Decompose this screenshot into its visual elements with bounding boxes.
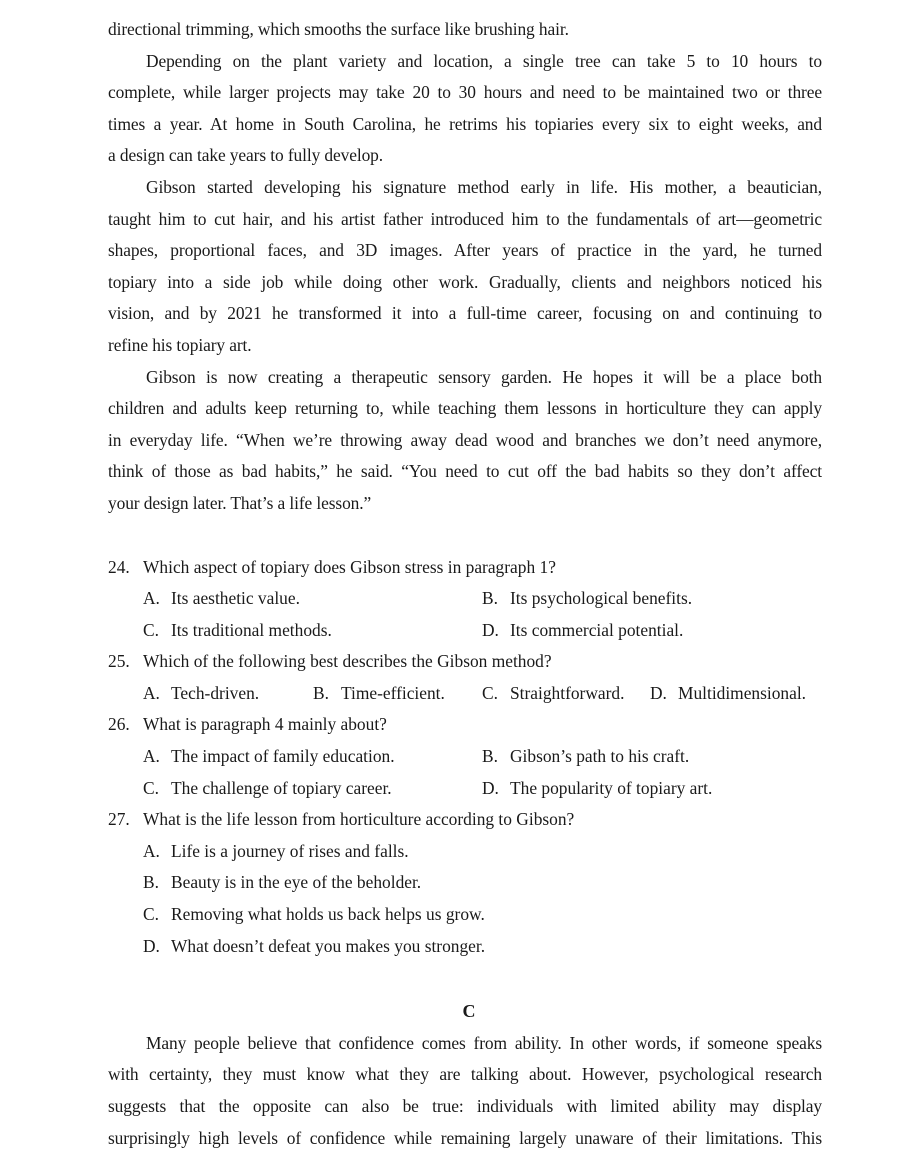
- option-letter: C.: [143, 777, 159, 798]
- question-stem: [108, 709, 822, 741]
- option-text: Multidimensional.: [678, 682, 807, 703]
- option-text: Tech-driven.: [171, 682, 260, 703]
- option-text: What doesn’t defeat you makes you stronger.: [171, 935, 486, 956]
- question-26: [108, 709, 822, 804]
- question-25: [108, 646, 822, 709]
- question-24: [108, 552, 822, 647]
- text-line: Many people believe that confidence comes from ability. In other words, if someone speaks: [146, 1032, 822, 1053]
- option-letter: B.: [482, 588, 498, 609]
- paragraph-3: [108, 46, 822, 172]
- option-b[interactable]: [143, 867, 421, 899]
- options-row: [108, 867, 822, 899]
- text-line: with certainty, they must know what they are talking about. However, psychological research: [108, 1064, 822, 1085]
- text-line: a design can take years to fully develop.: [108, 145, 384, 166]
- text-line: times a year. At home in South Carolina, he retrims his topiaries every six to eight weeks, and: [108, 113, 822, 134]
- option-a[interactable]: [143, 583, 482, 615]
- option-text: Life is a journey of rises and falls.: [171, 840, 409, 861]
- option-letter: D.: [143, 935, 160, 956]
- text-line: in everyday life. “When we’re throwing away dead wood and branches we don’t need anymore,: [108, 429, 822, 450]
- option-text: Its psychological benefits.: [510, 588, 693, 609]
- option-d[interactable]: [650, 678, 806, 710]
- options-row: [108, 583, 822, 615]
- options-row: [108, 931, 822, 963]
- option-letter: B.: [313, 682, 329, 703]
- question-number: 24.: [108, 556, 130, 577]
- question-27: [108, 804, 822, 962]
- question-number: 27.: [108, 809, 130, 830]
- options-row: [108, 741, 822, 773]
- option-letter: C.: [143, 904, 159, 925]
- option-text: Its traditional methods.: [171, 619, 332, 640]
- text-line: surprisingly high levels of confidence while remaining largely unaware of their limitations. This: [108, 1127, 822, 1148]
- option-c[interactable]: [482, 678, 650, 710]
- paragraph-1: [108, 1028, 822, 1154]
- question-number: 25.: [108, 651, 130, 672]
- option-letter: B.: [143, 872, 159, 893]
- question-text: Which of the following best describes the Gibson method?: [143, 651, 552, 672]
- text-line: complete, while larger projects may take 20 to 30 hours and need to be maintained two or three: [108, 82, 822, 103]
- option-text: The popularity of topiary art.: [510, 777, 713, 798]
- question-stem: [108, 804, 822, 836]
- option-text: The challenge of topiary career.: [171, 777, 392, 798]
- option-b[interactable]: [482, 741, 689, 773]
- text-line: Depending on the plant variety and location, a single tree can take 5 to 10 hours to: [146, 50, 822, 71]
- option-letter: A.: [143, 840, 160, 861]
- option-letter: A.: [143, 682, 160, 703]
- section-heading: C: [462, 1001, 476, 1022]
- option-c[interactable]: [143, 899, 485, 931]
- option-d[interactable]: [143, 931, 485, 963]
- option-c[interactable]: [143, 615, 482, 647]
- text-line: taught him to cut hair, and his artist father introduced him to the fundamentals of art—geometric: [108, 208, 822, 229]
- option-a[interactable]: [143, 836, 409, 868]
- question-text: Which aspect of topiary does Gibson stress in paragraph 1?: [143, 556, 556, 577]
- question-stem: [108, 646, 822, 678]
- question-text: What is the life lesson from horticulture according to Gibson?: [143, 809, 575, 830]
- text-line: children and adults keep returning to, while teaching them lessons in horticulture they can apply: [108, 398, 822, 419]
- option-text: The impact of family education.: [171, 746, 395, 767]
- question-text: What is paragraph 4 mainly about?: [143, 714, 387, 735]
- option-a[interactable]: [143, 678, 313, 710]
- text-line: your design later. That’s a life lesson.”: [108, 492, 372, 513]
- question-stem: [108, 552, 822, 584]
- exam-page: [108, 14, 822, 1154]
- question-number: 26.: [108, 714, 130, 735]
- option-letter: D.: [482, 777, 499, 798]
- option-a[interactable]: [143, 741, 482, 773]
- paragraph-1-tail: [108, 14, 822, 46]
- text-line: topiary into a side job while doing other work. Gradually, clients and neighbors noticed his: [108, 271, 822, 292]
- paragraph-4: [108, 172, 822, 362]
- options-row: [108, 836, 822, 868]
- text-line: refine his topiary art.: [108, 334, 252, 355]
- option-b[interactable]: [482, 583, 692, 615]
- option-text: Its aesthetic value.: [171, 588, 300, 609]
- options-row: [108, 773, 822, 805]
- text-line: Gibson is now creating a therapeutic sensory garden. He hopes it will be a place both: [146, 366, 822, 387]
- option-d[interactable]: [482, 773, 712, 805]
- passage-b: [108, 14, 822, 520]
- option-text: Time-efficient.: [341, 682, 445, 703]
- passage-c: [108, 996, 822, 1154]
- spacer: [108, 520, 822, 552]
- text-line: shapes, proportional faces, and 3D images. After years of practice in the yard, he turned: [108, 240, 822, 261]
- options-row: [108, 615, 822, 647]
- option-letter: C.: [482, 682, 498, 703]
- options-row: [108, 678, 822, 710]
- option-text: Gibson’s path to his craft.: [510, 746, 690, 767]
- spacer: [108, 962, 822, 996]
- text-line: directional trimming, which smooths the surface like brushing hair.: [108, 19, 569, 39]
- option-letter: D.: [650, 682, 667, 703]
- option-text: Removing what holds us back helps us grow.: [171, 904, 485, 925]
- text-line: think of those as bad habits,” he said. “You need to cut off the bad habits so they don’t affect: [108, 461, 822, 482]
- option-letter: C.: [143, 619, 159, 640]
- option-letter: A.: [143, 588, 160, 609]
- option-d[interactable]: [482, 615, 683, 647]
- option-text: Straightforward.: [510, 682, 625, 703]
- text-line: vision, and by 2021 he transformed it into a full-time career, focusing on and continuing to: [108, 303, 822, 324]
- text-line: Gibson started developing his signature method early in life. His mother, a beautician,: [146, 176, 822, 197]
- question-list: [108, 552, 822, 963]
- option-b[interactable]: [313, 678, 482, 710]
- option-text: Its commercial potential.: [510, 619, 684, 640]
- option-c[interactable]: [143, 773, 482, 805]
- option-text: Beauty is in the eye of the beholder.: [171, 872, 422, 893]
- option-letter: B.: [482, 746, 498, 767]
- option-letter: D.: [482, 619, 499, 640]
- option-letter: A.: [143, 746, 160, 767]
- paragraph-5: [108, 362, 822, 520]
- text-line: suggests that the opposite can also be true: individuals with limited ability may display: [108, 1096, 822, 1116]
- options-row: [108, 899, 822, 931]
